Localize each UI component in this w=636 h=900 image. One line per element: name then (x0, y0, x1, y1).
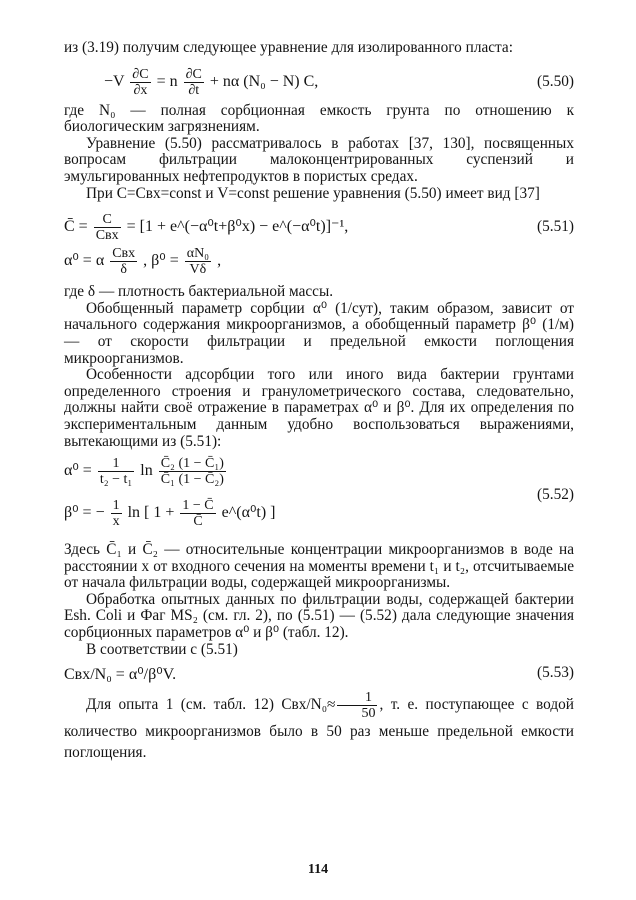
equation-number: (5.52) (537, 486, 574, 504)
fraction: $\frac{1 - C̄}{C̄}$ (182, 498, 214, 530)
paragraph: Уравнение (5.50) рассматривалось в работах [37, 130], посвященных вопросам фильтрации малоконцентрированных суспензий и эмульгированных нефтепродуктов в пористых средах. (64, 134, 574, 185)
fraction: $\frac{\text{αN₀}}{V\delta}$ (186, 246, 210, 278)
equation-5-50: −V $\frac{\partial C}{\partial x}$ = n $\frac{\partial C}{\partial t}$ + nα (N₀ − N) C, (5.50) (104, 66, 574, 98)
equation-5-53: Cвх/N₀ = α⁰/β⁰V. (5.53) (64, 664, 574, 684)
fraction: $\frac{\text{C̄₂ (1 − C̄₁)}}{\text{C̄₁ (1 − C̄₂)}}$ (160, 456, 224, 488)
fraction: $\frac{\partial C}{\partial x}$ (132, 66, 149, 98)
paragraph: Обобщенный параметр сорбции α⁰ (1/сут), таким образом, зависит от начального содержания микроорганизмов, а обобщенный параметр β⁰ (1/м) — от скорости фильтрации и предельной емкости поглощения микроорганизмов. (64, 299, 574, 367)
page-number: 114 (307, 862, 329, 877)
paragraph: Для опыта 1 (см. табл. 12) Cвх/N₀≈ $\frac{1}{50}$ , т. е. поступающее с водой количество микроорганизмов было в 50 раз меньше предельной емкости поглощения. (64, 690, 574, 762)
equation-number: (5.53) (537, 664, 574, 682)
fraction: $\frac{1}{\text{t₂ − t₁}}$ (99, 456, 133, 488)
equation-number: (5.50) (537, 72, 574, 90)
paragraph: Обработка опытных данных по фильтрации воды, содержащей бактерии Esh. Coli и Фаг MS₂ (см. гл. 2), по (5.51) — (5.52) дала следующие значения сорбционных параметров α⁰ и β⁰ (табл. 12). (64, 590, 574, 642)
fraction: $\frac{1}{x}$ (112, 498, 120, 530)
equation-5-51: C̄ = $\frac{C}{\text{Cвх}}$ = [1 + e^(−α⁰t+β⁰x) − e^(−α⁰t)]⁻¹, (5.51) (64, 212, 574, 244)
paragraph: где N₀ — полная сорбционная емкость грунта по отношению к биологическим загрязнениям. (64, 101, 574, 136)
paragraph: Особенности адсорбции того или иного вида бактерии грунтами определенного строения и гранулометрического состава, следовательно, должны найти своё отражение в параметрах α⁰ и β⁰. Для их определения по экспериментальным данным удобно воспользоваться выражениями, вытекающими из (5.51): (64, 366, 574, 450)
fraction: $\frac{1}{50}$ (337, 690, 377, 721)
fraction: $\frac{\text{Cвх}}{\delta}$ (112, 246, 136, 278)
page-content (64, 40, 574, 763)
equation-number: (5.51) (537, 218, 574, 236)
fraction: $\frac{C}{\text{Cвх}}$ (95, 212, 119, 244)
equation-5-52: α⁰ = $\frac{1}{\text{t₂ − t₁}}$ ln $\frac{\text{C̄₂ (1 − C̄₁)}}{\text{C̄₁ (1 − C̄₂)}}$ β⁰ = − $\frac{1}{x}$ ln [ 1 + $\frac{1 - C̄}{C̄}$ e^(α⁰t) ] (5.52) (64, 456, 574, 530)
paragraph: из (3.19) получим следующее уравнение для изолированного пласта: (64, 39, 513, 56)
equation-alpha-beta: α⁰ = α $\frac{\text{Cвх}}{\delta}$ , β⁰ = $\frac{\text{αN₀}}{V\delta}$ , (64, 246, 222, 278)
paragraph: При C=Cвх=const и V=const решение уравнения (5.50) имеет вид [37] (86, 184, 540, 202)
paragraph: В соответствии с (5.51) (86, 640, 238, 658)
fraction: $\frac{\partial C}{\partial t}$ (185, 66, 202, 98)
paragraph: Здесь C̄₁ и C̄₂ — относительные концентрации микроорганизмов в воде на расстоянии x от входного сечения на моменты времени t₁ и t₂, отсчитываемые от начала фильтрации воды, содержащей микроорганизмы. (64, 541, 574, 592)
paragraph: где δ — плотность бактериальной массы. (64, 283, 334, 301)
